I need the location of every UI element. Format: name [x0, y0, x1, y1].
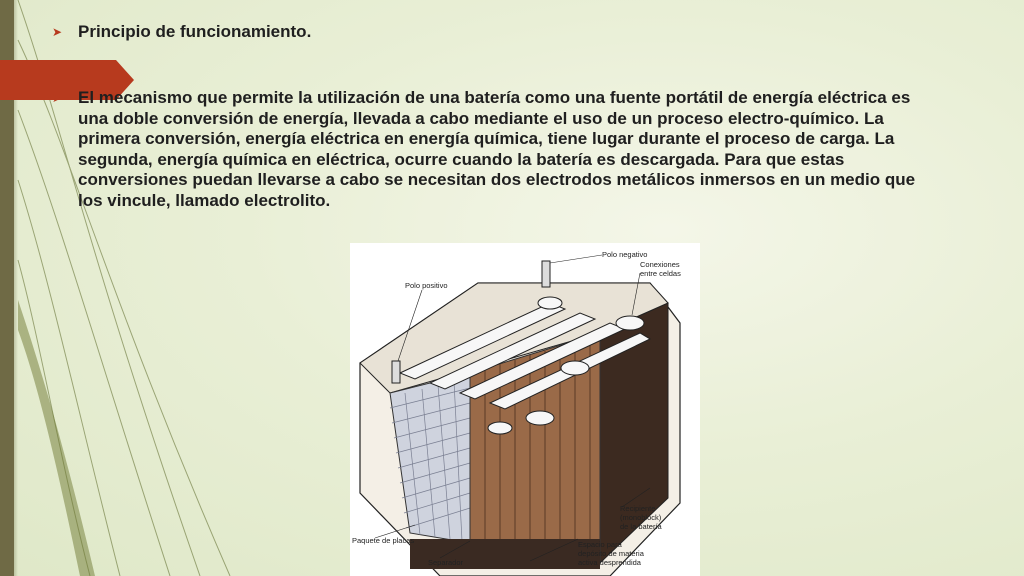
battery-diagram — [350, 243, 700, 576]
label-recipiente-2: (monoblock) — [620, 513, 662, 522]
label-espacio-2: depósito de materia — [578, 549, 644, 558]
label-separador: Separador — [428, 558, 464, 567]
label-paquete-placas: Paquete de placas — [352, 536, 415, 545]
body-paragraph: El mecanismo que permite la utilización de una batería como una fuente portátil de energía eléctrica es una doble conversión de energía, llevada a cabo mediante el uso de un proceso electro-químico. La primera conversión, energía eléctrica en energía química, tiene lugar durante el proceso de carga. La segunda, energía química en eléctrica, ocurre cuando la batería es descargada. Para que estas conversiones puedan llevarse a cabo se necesitan dos electrodos metálicos inmersos en un medio que los vincule, llamado electrolito. — [78, 88, 916, 210]
label-polo-positivo: Polo positivo — [405, 281, 448, 290]
label-recipiente-3: de la batería — [620, 522, 662, 531]
label-conexiones-1: Conexiones — [640, 260, 680, 269]
label-recipiente-1: Recipiente — [620, 504, 656, 513]
label-conexiones-2: entre celdas — [640, 269, 681, 278]
negative-terminal — [542, 261, 550, 287]
arrow-bullet-icon: ➤ — [52, 91, 63, 105]
label-espacio-3: activa desprendida — [578, 558, 641, 567]
section-heading: Principio de funcionamiento. — [78, 22, 312, 41]
positive-terminal — [392, 361, 400, 383]
label-polo-negativo: Polo negativo — [602, 250, 648, 259]
arrow-bullet-icon: ➤ — [52, 25, 63, 39]
battery-illustration — [350, 243, 700, 576]
label-espacio-1: Espacio para — [578, 540, 622, 549]
